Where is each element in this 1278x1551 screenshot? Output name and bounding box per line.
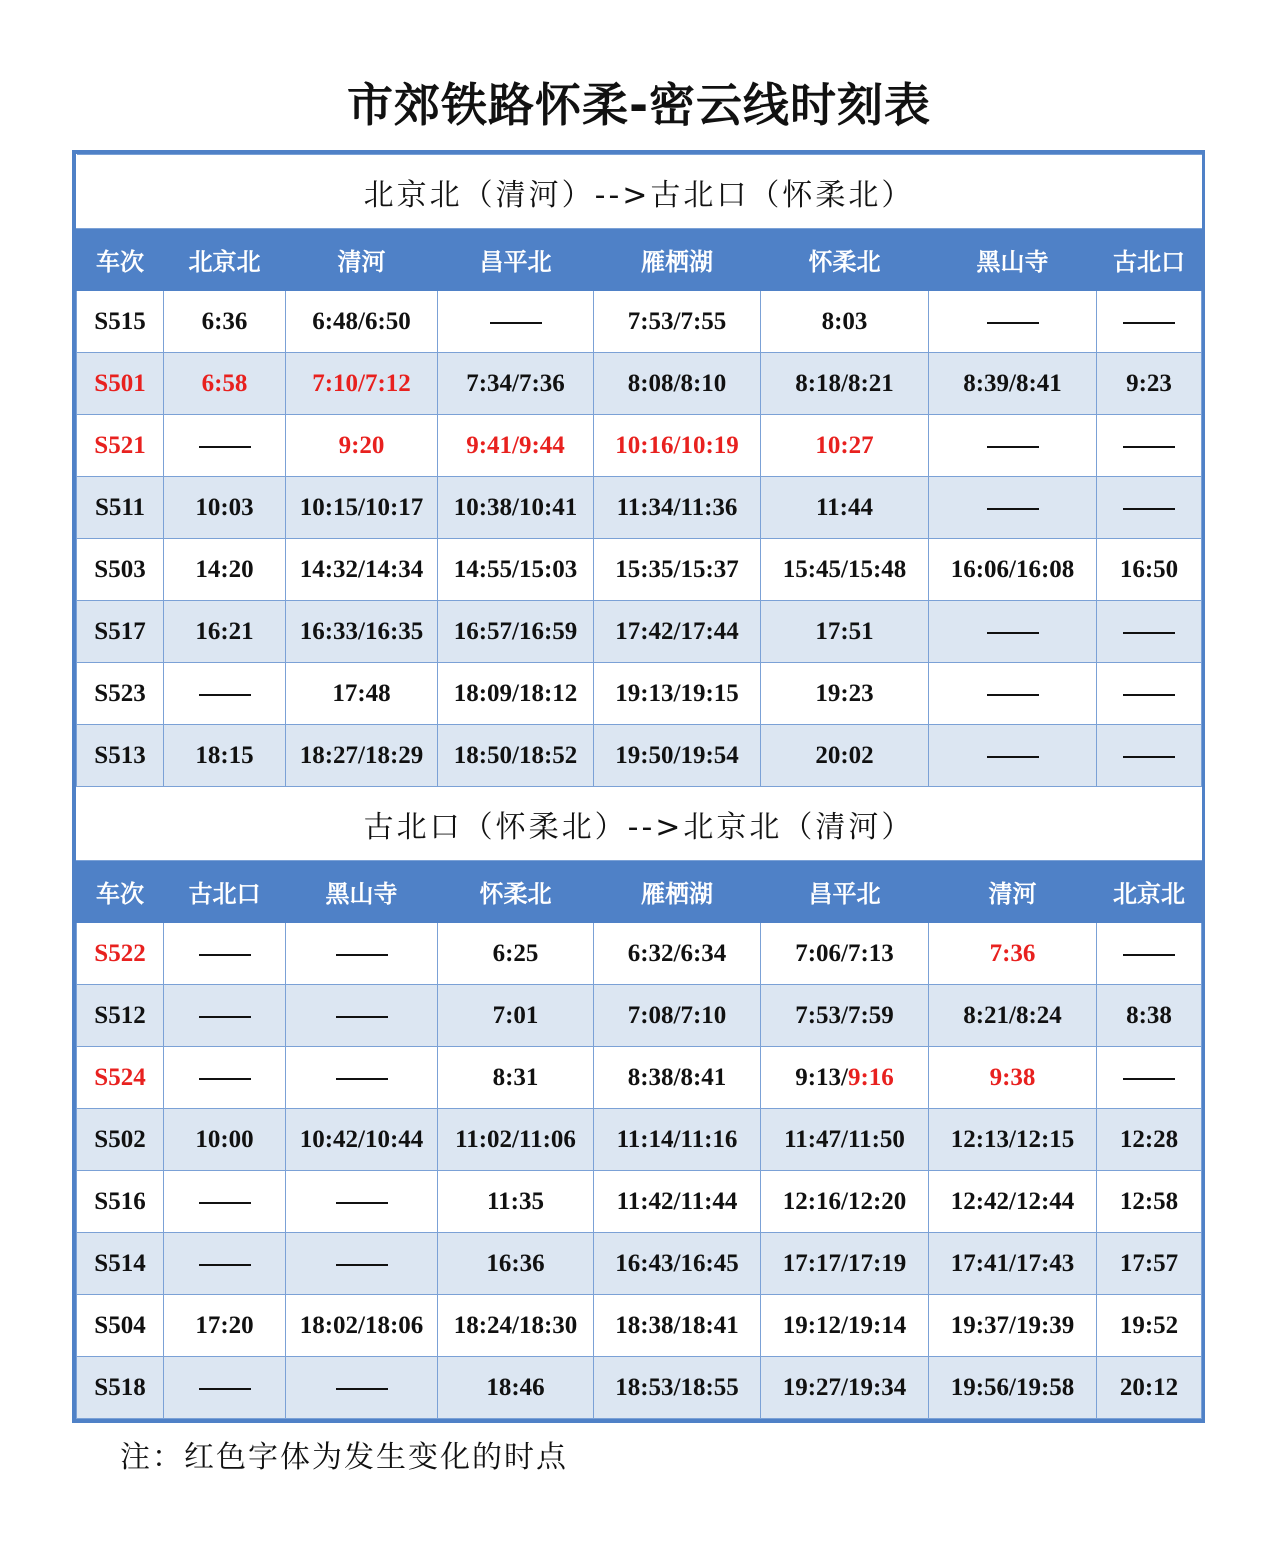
no-stop-dash xyxy=(1123,694,1175,696)
no-stop-dash xyxy=(1123,1078,1175,1080)
header-station: 清河 xyxy=(286,229,438,291)
table-row xyxy=(77,353,1202,415)
no-stop-dash xyxy=(336,1264,388,1266)
time-part: 9:16 xyxy=(847,1063,894,1091)
table-row xyxy=(77,1047,1202,1109)
time-cell: 10:15/10:17 xyxy=(286,477,438,539)
time-cell: 7:53/7:55 xyxy=(594,291,761,353)
time-cell: 9:38 xyxy=(929,1047,1097,1109)
time-cell: 11:44 xyxy=(761,477,929,539)
train-number-cell: S512 xyxy=(77,985,164,1047)
time-cell: 10:27 xyxy=(761,415,929,477)
no-stop-dash xyxy=(987,322,1039,324)
time-cell: 10:03 xyxy=(164,477,286,539)
table-row xyxy=(77,539,1202,601)
time-cell: 7:06/7:13 xyxy=(761,923,929,985)
no-stop-cell xyxy=(164,1233,286,1295)
no-stop-cell xyxy=(929,663,1097,725)
no-stop-dash xyxy=(199,446,251,448)
table-row xyxy=(77,1295,1202,1357)
time-cell: 19:23 xyxy=(761,663,929,725)
no-stop-dash xyxy=(199,1202,251,1204)
table-row xyxy=(77,477,1202,539)
time-cell: 18:50/18:52 xyxy=(438,725,594,787)
no-stop-dash xyxy=(336,1016,388,1018)
time-cell: 11:47/11:50 xyxy=(761,1109,929,1171)
time-cell: 16:43/16:45 xyxy=(594,1233,761,1295)
header-station: 昌平北 xyxy=(438,229,594,291)
time-cell: 18:38/18:41 xyxy=(594,1295,761,1357)
time-cell: 16:36 xyxy=(438,1233,594,1295)
no-stop-dash xyxy=(1123,954,1175,956)
train-number-cell: S501 xyxy=(77,353,164,415)
time-cell: 12:16/12:20 xyxy=(761,1171,929,1233)
table-row xyxy=(77,291,1202,353)
header-row xyxy=(77,229,1202,291)
no-stop-dash xyxy=(336,1078,388,1080)
train-number-cell: S504 xyxy=(77,1295,164,1357)
time-cell: 7:34/7:36 xyxy=(438,353,594,415)
train-number-cell: S514 xyxy=(77,1233,164,1295)
time-cell: 16:06/16:08 xyxy=(929,539,1097,601)
no-stop-cell xyxy=(1097,663,1202,725)
no-stop-cell xyxy=(286,985,438,1047)
time-cell: 8:21/8:24 xyxy=(929,985,1097,1047)
no-stop-dash xyxy=(1123,632,1175,634)
time-cell xyxy=(761,1047,929,1109)
no-stop-cell xyxy=(1097,291,1202,353)
time-cell: 16:21 xyxy=(164,601,286,663)
time-cell: 18:24/18:30 xyxy=(438,1295,594,1357)
time-cell: 12:13/12:15 xyxy=(929,1109,1097,1171)
time-cell: 7:36 xyxy=(929,923,1097,985)
time-cell: 12:58 xyxy=(1097,1171,1202,1233)
time-cell: 18:09/18:12 xyxy=(438,663,594,725)
time-cell: 8:03 xyxy=(761,291,929,353)
no-stop-dash xyxy=(1123,756,1175,758)
time-cell: 17:51 xyxy=(761,601,929,663)
table-row xyxy=(77,725,1202,787)
train-number-cell: S517 xyxy=(77,601,164,663)
no-stop-dash xyxy=(199,1078,251,1080)
time-cell: 19:52 xyxy=(1097,1295,1202,1357)
time-cell: 14:32/14:34 xyxy=(286,539,438,601)
time-cell: 16:50 xyxy=(1097,539,1202,601)
time-cell: 10:00 xyxy=(164,1109,286,1171)
no-stop-cell xyxy=(286,1357,438,1419)
time-cell: 19:13/19:15 xyxy=(594,663,761,725)
time-cell: 19:56/19:58 xyxy=(929,1357,1097,1419)
time-cell: 8:31 xyxy=(438,1047,594,1109)
table-row xyxy=(77,1109,1202,1171)
time-cell: 18:27/18:29 xyxy=(286,725,438,787)
no-stop-dash xyxy=(199,954,251,956)
no-stop-cell xyxy=(164,1171,286,1233)
table-row xyxy=(77,923,1202,985)
no-stop-dash xyxy=(336,1388,388,1390)
direction-row xyxy=(77,787,1202,861)
time-cell: 11:34/11:36 xyxy=(594,477,761,539)
time-cell: 14:55/15:03 xyxy=(438,539,594,601)
no-stop-cell xyxy=(286,1047,438,1109)
footnote: 注：红色字体为发生变化的时点 xyxy=(120,1440,568,1475)
direction-title: 北京北（清河）-->古北口（怀柔北） xyxy=(77,155,1202,229)
no-stop-cell xyxy=(164,923,286,985)
no-stop-cell xyxy=(286,1233,438,1295)
time-cell: 10:16/10:19 xyxy=(594,415,761,477)
time-cell: 9:41/9:44 xyxy=(438,415,594,477)
time-cell: 17:48 xyxy=(286,663,438,725)
table-row xyxy=(77,1233,1202,1295)
no-stop-cell xyxy=(164,415,286,477)
time-cell: 12:28 xyxy=(1097,1109,1202,1171)
time-cell: 11:42/11:44 xyxy=(594,1171,761,1233)
time-cell: 6:48/6:50 xyxy=(286,291,438,353)
no-stop-dash xyxy=(490,322,542,324)
no-stop-dash xyxy=(199,1016,251,1018)
no-stop-cell xyxy=(1097,415,1202,477)
no-stop-cell xyxy=(1097,1047,1202,1109)
time-cell: 18:46 xyxy=(438,1357,594,1419)
header-station: 北京北 xyxy=(164,229,286,291)
time-cell: 7:01 xyxy=(438,985,594,1047)
time-cell: 18:15 xyxy=(164,725,286,787)
table-row xyxy=(77,985,1202,1047)
time-cell: 6:58 xyxy=(164,353,286,415)
time-cell: 16:57/16:59 xyxy=(438,601,594,663)
header-train-number: 车次 xyxy=(77,229,164,291)
no-stop-dash xyxy=(199,694,251,696)
table-row xyxy=(77,1171,1202,1233)
no-stop-cell xyxy=(164,1047,286,1109)
header-row xyxy=(77,861,1202,923)
table-row xyxy=(77,601,1202,663)
time-cell: 17:20 xyxy=(164,1295,286,1357)
train-number-cell: S502 xyxy=(77,1109,164,1171)
time-cell: 11:35 xyxy=(438,1171,594,1233)
direction-title: 古北口（怀柔北）-->北京北（清河） xyxy=(77,787,1202,861)
no-stop-cell xyxy=(1097,725,1202,787)
no-stop-cell xyxy=(438,291,594,353)
time-cell: 20:12 xyxy=(1097,1357,1202,1419)
time-cell: 7:53/7:59 xyxy=(761,985,929,1047)
no-stop-dash xyxy=(199,1388,251,1390)
no-stop-dash xyxy=(1123,322,1175,324)
header-station: 古北口 xyxy=(1097,229,1202,291)
no-stop-cell xyxy=(164,1357,286,1419)
no-stop-dash xyxy=(336,1202,388,1204)
no-stop-dash xyxy=(199,1264,251,1266)
no-stop-cell xyxy=(929,291,1097,353)
page-title: 市郊铁路怀柔-密云线时刻表 xyxy=(346,78,932,132)
header-station: 雁栖湖 xyxy=(594,861,761,923)
time-cell: 17:42/17:44 xyxy=(594,601,761,663)
header-station: 古北口 xyxy=(164,861,286,923)
train-number-cell: S518 xyxy=(77,1357,164,1419)
time-cell: 8:39/8:41 xyxy=(929,353,1097,415)
time-cell: 15:45/15:48 xyxy=(761,539,929,601)
header-train-number: 车次 xyxy=(77,861,164,923)
time-cell: 10:38/10:41 xyxy=(438,477,594,539)
time-cell: 8:18/8:21 xyxy=(761,353,929,415)
time-cell: 6:36 xyxy=(164,291,286,353)
no-stop-cell xyxy=(164,985,286,1047)
train-number-cell: S524 xyxy=(77,1047,164,1109)
no-stop-dash xyxy=(1123,446,1175,448)
time-cell: 8:38/8:41 xyxy=(594,1047,761,1109)
time-cell: 18:53/18:55 xyxy=(594,1357,761,1419)
no-stop-cell xyxy=(929,601,1097,663)
time-cell: 17:57 xyxy=(1097,1233,1202,1295)
train-number-cell: S523 xyxy=(77,663,164,725)
time-cell: 19:27/19:34 xyxy=(761,1357,929,1419)
no-stop-cell xyxy=(1097,601,1202,663)
time-cell: 9:20 xyxy=(286,415,438,477)
time-cell: 6:25 xyxy=(438,923,594,985)
time-cell: 11:02/11:06 xyxy=(438,1109,594,1171)
time-cell: 11:14/11:16 xyxy=(594,1109,761,1171)
time-cell: 19:12/19:14 xyxy=(761,1295,929,1357)
header-station: 怀柔北 xyxy=(438,861,594,923)
header-station: 黑山寺 xyxy=(929,229,1097,291)
no-stop-cell xyxy=(929,725,1097,787)
time-cell: 12:42/12:44 xyxy=(929,1171,1097,1233)
train-number-cell: S521 xyxy=(77,415,164,477)
no-stop-dash xyxy=(987,508,1039,510)
time-cell: 17:41/17:43 xyxy=(929,1233,1097,1295)
header-station: 昌平北 xyxy=(761,861,929,923)
header-station: 黑山寺 xyxy=(286,861,438,923)
time-part: 9:13/ xyxy=(795,1063,848,1091)
time-cell: 19:37/19:39 xyxy=(929,1295,1097,1357)
time-cell: 8:08/8:10 xyxy=(594,353,761,415)
no-stop-dash xyxy=(1123,508,1175,510)
no-stop-dash xyxy=(987,446,1039,448)
time-cell: 7:08/7:10 xyxy=(594,985,761,1047)
no-stop-dash xyxy=(987,756,1039,758)
header-station: 北京北 xyxy=(1097,861,1202,923)
time-cell: 19:50/19:54 xyxy=(594,725,761,787)
no-stop-dash xyxy=(987,632,1039,634)
no-stop-cell xyxy=(164,663,286,725)
time-cell: 8:38 xyxy=(1097,985,1202,1047)
table-row xyxy=(77,415,1202,477)
train-number-cell: S513 xyxy=(77,725,164,787)
train-number-cell: S522 xyxy=(77,923,164,985)
no-stop-dash xyxy=(336,954,388,956)
no-stop-cell xyxy=(1097,923,1202,985)
time-cell: 18:02/18:06 xyxy=(286,1295,438,1357)
header-station: 雁栖湖 xyxy=(594,229,761,291)
table-row xyxy=(77,1357,1202,1419)
timetable xyxy=(76,154,1202,1419)
time-cell: 10:42/10:44 xyxy=(286,1109,438,1171)
no-stop-dash xyxy=(987,694,1039,696)
time-cell: 20:02 xyxy=(761,725,929,787)
no-stop-cell xyxy=(929,477,1097,539)
time-cell: 9:23 xyxy=(1097,353,1202,415)
time-cell: 14:20 xyxy=(164,539,286,601)
time-cell: 16:33/16:35 xyxy=(286,601,438,663)
train-number-cell: S503 xyxy=(77,539,164,601)
train-number-cell: S511 xyxy=(77,477,164,539)
time-cell: 6:32/6:34 xyxy=(594,923,761,985)
no-stop-cell xyxy=(286,1171,438,1233)
header-station: 清河 xyxy=(929,861,1097,923)
time-cell: 7:10/7:12 xyxy=(286,353,438,415)
train-number-cell: S515 xyxy=(77,291,164,353)
no-stop-cell xyxy=(929,415,1097,477)
header-station: 怀柔北 xyxy=(761,229,929,291)
time-cell: 15:35/15:37 xyxy=(594,539,761,601)
train-number-cell: S516 xyxy=(77,1171,164,1233)
direction-row xyxy=(77,155,1202,229)
no-stop-cell xyxy=(286,923,438,985)
time-cell: 17:17/17:19 xyxy=(761,1233,929,1295)
no-stop-cell xyxy=(1097,477,1202,539)
table-row xyxy=(77,663,1202,725)
